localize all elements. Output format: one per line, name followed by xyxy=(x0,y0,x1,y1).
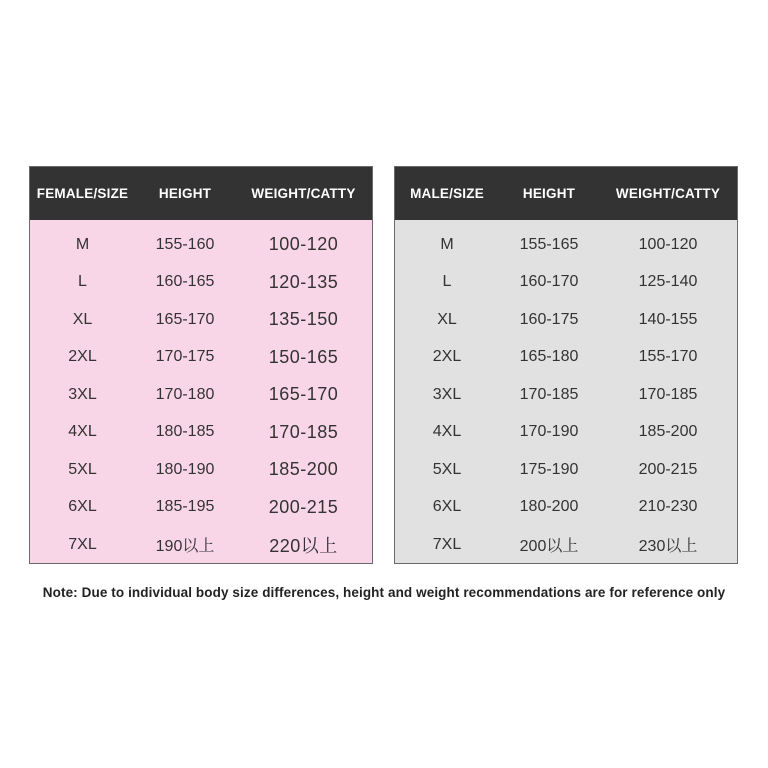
weight-cell: 185-200 xyxy=(268,459,339,480)
table-row xyxy=(395,451,737,489)
height-cell: 165-170 xyxy=(155,310,215,328)
table-row xyxy=(30,489,372,527)
size-cell: 2XL xyxy=(68,348,97,366)
reference-note: Note: Due to individual body size differences, height and weight recommendations are for reference only xyxy=(42,585,726,600)
height-cell: 185-195 xyxy=(155,498,215,516)
male-size-table xyxy=(394,166,738,564)
weight-cell: 210-230 xyxy=(638,498,698,516)
weight-cell: 165-170 xyxy=(268,384,339,405)
female-table-body xyxy=(30,220,372,564)
female-table-header xyxy=(30,167,372,220)
table-row xyxy=(395,489,737,527)
female-size-table xyxy=(29,166,373,564)
weight-cell: 200-215 xyxy=(268,496,339,517)
weight-cell: 170-185 xyxy=(268,421,339,442)
size-cell: L xyxy=(442,273,452,291)
male-weight-header: WEIGHT/CATTY xyxy=(615,186,721,201)
female-height-header: HEIGHT xyxy=(158,186,212,201)
female-weight-header: WEIGHT/CATTY xyxy=(251,186,356,201)
table-row xyxy=(395,414,737,452)
weight-cell: 185-200 xyxy=(638,423,698,441)
weight-cell: 170-185 xyxy=(638,385,698,403)
height-cell: 170-175 xyxy=(155,348,215,366)
weight-cell: 200-215 xyxy=(638,460,698,478)
table-row xyxy=(30,414,372,452)
size-cell: 5XL xyxy=(68,460,97,478)
table-row xyxy=(30,376,372,414)
height-cell: 160-175 xyxy=(519,310,579,328)
height-cell: 155-160 xyxy=(155,235,215,253)
size-cell: 7XL xyxy=(68,535,97,553)
weight-cell: 220以上 xyxy=(269,535,338,556)
weight-cell: 155-170 xyxy=(638,348,698,366)
weight-cell: 120-135 xyxy=(268,271,339,292)
weight-cell: 150-165 xyxy=(268,346,339,367)
table-row xyxy=(30,226,372,264)
weight-cell: 140-155 xyxy=(638,310,698,328)
height-cell: 180-185 xyxy=(155,423,215,441)
size-cell: 4XL xyxy=(432,423,462,441)
size-cell: 3XL xyxy=(432,385,462,403)
height-cell: 170-190 xyxy=(519,423,579,441)
weight-cell: 125-140 xyxy=(638,273,698,291)
table-row xyxy=(30,526,372,564)
size-cell: 7XL xyxy=(432,535,462,553)
size-cell: 2XL xyxy=(432,348,462,366)
size-cell: 6XL xyxy=(432,498,462,516)
height-cell: 175-190 xyxy=(519,460,579,478)
height-cell: 200以上 xyxy=(519,538,579,556)
size-cell: M xyxy=(440,235,454,253)
table-row xyxy=(395,264,737,302)
height-cell: 160-170 xyxy=(519,273,579,291)
male-table-header xyxy=(395,167,737,220)
table-row xyxy=(395,376,737,414)
weight-cell: 135-150 xyxy=(268,309,339,330)
table-row xyxy=(395,339,737,377)
weight-cell: 100-120 xyxy=(268,234,339,255)
height-cell: 165-180 xyxy=(519,348,579,366)
table-row xyxy=(395,226,737,264)
table-row xyxy=(395,526,737,564)
size-cell: 6XL xyxy=(68,498,97,516)
size-cell: XL xyxy=(72,310,93,328)
table-row xyxy=(30,264,372,302)
size-cell: M xyxy=(75,235,90,253)
height-cell: 180-200 xyxy=(519,498,579,516)
size-cell: XL xyxy=(437,310,457,328)
weight-cell: 230以上 xyxy=(638,538,698,556)
height-cell: 155-165 xyxy=(519,235,579,253)
height-cell: 170-180 xyxy=(155,385,215,403)
height-cell: 160-165 xyxy=(155,273,215,291)
size-cell: 3XL xyxy=(68,385,97,403)
male-table-body xyxy=(395,220,737,564)
size-cell: L xyxy=(78,273,87,291)
weight-cell: 100-120 xyxy=(638,235,698,253)
table-row xyxy=(30,451,372,489)
male-height-header: HEIGHT xyxy=(522,186,576,201)
female-size-header: FEMALE/SIZE xyxy=(36,186,129,201)
size-cell: 4XL xyxy=(68,423,97,441)
table-row xyxy=(30,301,372,339)
table-row xyxy=(395,301,737,339)
male-size-header: MALE/SIZE xyxy=(410,186,484,201)
height-cell: 170-185 xyxy=(519,385,579,403)
table-row xyxy=(30,339,372,377)
size-cell: 5XL xyxy=(432,460,462,478)
height-cell: 180-190 xyxy=(155,460,215,478)
height-cell: 190以上 xyxy=(155,538,215,556)
